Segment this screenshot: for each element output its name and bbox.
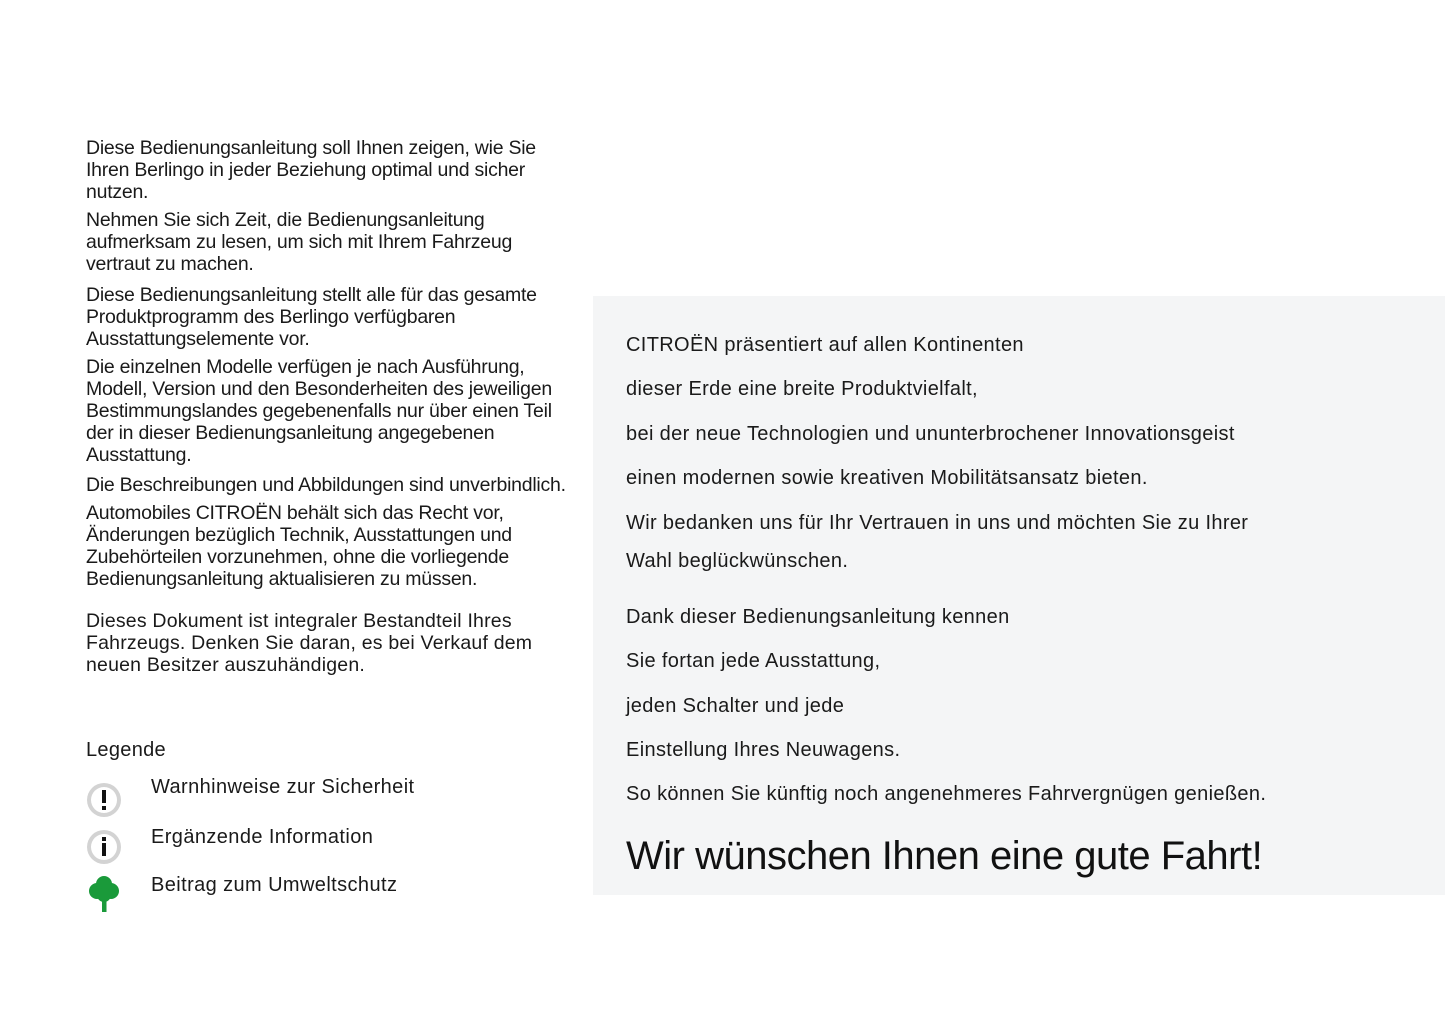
welcome-line: dieser Erde eine breite Produktvielfalt, [626, 378, 978, 400]
info-icon [86, 828, 122, 864]
welcome-line: bei der neue Technologien und ununterbrochener Innovationsgeist [626, 423, 1235, 445]
welcome-line: Dank dieser Bedienungsanleitung kennen [626, 606, 1010, 628]
welcome-line: Einstellung Ihres Neuwagens. [626, 739, 901, 761]
legend-label: Warnhinweise zur Sicherheit [151, 776, 415, 798]
welcome-line: Wahl beglückwünschen. [626, 550, 849, 572]
intro-paragraph: Dieses Dokument ist integraler Bestandteil Ihres Fahrzeugs. Denken Sie daran, es bei Verkauf dem neuen Besitzer auszuhändigen. [86, 610, 533, 676]
intro-text-column [86, 137, 566, 676]
closing-headline: Wir wünschen Ihnen eine gute Fahrt! [626, 834, 1263, 878]
welcome-panel [593, 296, 1445, 895]
intro-paragraph: Automobiles CITROËN behält sich das Recht vor, Änderungen bezüglich Technik, Ausstattungen und Zubehörteilen vorzunehmen, ohne die vorliegende Bedienungsanleitung aktualisieren zu müssen. [86, 502, 512, 590]
intro-paragraph: Diese Bedienungsanleitung stellt alle für das gesamte Produktprogramm des Berlingo verfügbaren Ausstattungselemente vor. [86, 284, 537, 350]
legend-label: Ergänzende Information [151, 826, 374, 848]
warning-icon [86, 780, 122, 816]
intro-paragraph: Nehmen Sie sich Zeit, die Bedienungsanleitung aufmerksam zu lesen, um sich mit Ihrem Fahrzeug vertraut zu machen. [86, 209, 513, 275]
intro-paragraph: Die einzelnen Modelle verfügen je nach Ausführung, Modell, Version und den Besonderheiten des jeweiligen Bestimmungslandes gegebenenfalls nur über einen Teil der in dieser Bedienungsanleitung angegebenen Ausstattung. [86, 356, 552, 466]
welcome-line: jeden Schalter und jede [626, 695, 845, 717]
welcome-line: CITROËN präsentiert auf allen Kontinenten [626, 334, 1024, 356]
intro-paragraph: Diese Bedienungsanleitung soll Ihnen zeigen, wie Sie Ihren Berlingo in jeder Beziehung optimal und sicher nutzen. [86, 137, 536, 203]
welcome-line: Wir bedanken uns für Ihr Vertrauen in uns und möchten Sie zu Ihrer [626, 512, 1249, 534]
legend-label: Beitrag zum Umweltschutz [151, 874, 398, 896]
welcome-line: Sie fortan jede Ausstattung, [626, 650, 881, 672]
welcome-line: einen modernen sowie kreativen Mobilitätsansatz bieten. [626, 467, 1148, 489]
legend-title: Legende [86, 739, 166, 761]
intro-paragraph: Die Beschreibungen und Abbildungen sind unverbindlich. [86, 474, 566, 496]
tree-icon [86, 876, 122, 912]
welcome-line: So können Sie künftig noch angenehmeres Fahrvergnügen genießen. [626, 783, 1267, 805]
